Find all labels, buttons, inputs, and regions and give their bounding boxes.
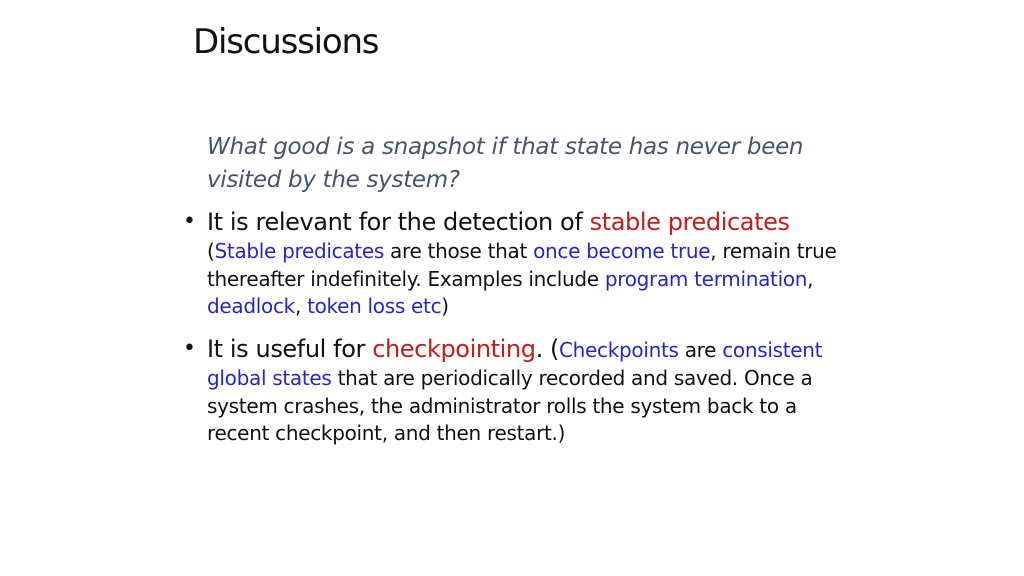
detail-text: are (678, 338, 723, 362)
detail-text: , remain true thereafter indefinitely. Examples include (207, 239, 837, 291)
term-stable-predicates: Stable predicates (214, 239, 384, 263)
term-deadlock: deadlock (207, 294, 295, 318)
bullet-body (207, 333, 843, 448)
highlight-stable-predicates: stable predicates (589, 208, 790, 236)
bullet-icon: • (183, 209, 196, 234)
highlight-checkpointing: checkpointing (372, 335, 536, 363)
bullet-checkpointing (183, 333, 843, 448)
detail-close-paren: ) (441, 294, 449, 318)
question-text: What good is a snapshot if that state has never been visited by the system? (207, 134, 804, 193)
detail-open-paren: ( (207, 239, 215, 263)
term-token-loss: token loss etc (307, 294, 442, 318)
bullet-icon: • (183, 336, 196, 361)
detail-separator: , (807, 266, 814, 291)
bullet-lead-text: It is useful for (207, 335, 373, 363)
bullet-body (207, 206, 843, 321)
term-checkpoints: Checkpoints (559, 338, 679, 362)
detail-text: are those that (383, 239, 534, 263)
bullet-lead-text: It is relevant for the detection of (207, 208, 590, 236)
detail-separator: , (294, 294, 308, 318)
slide-title: Discussions (193, 22, 379, 62)
bullet-stable-predicates (183, 206, 843, 321)
term-once-become-true: once become true (533, 239, 711, 263)
term-consistent-global-states: consistent global states (207, 338, 823, 390)
bullet-lead-tail: . ( (535, 335, 559, 363)
detail-text: that are periodically recorded and saved. Once a system crashes, the administrator rolls the system back to a recent checkpoint, and then restart.) (207, 366, 813, 445)
term-program-termination: program termination (604, 266, 808, 291)
